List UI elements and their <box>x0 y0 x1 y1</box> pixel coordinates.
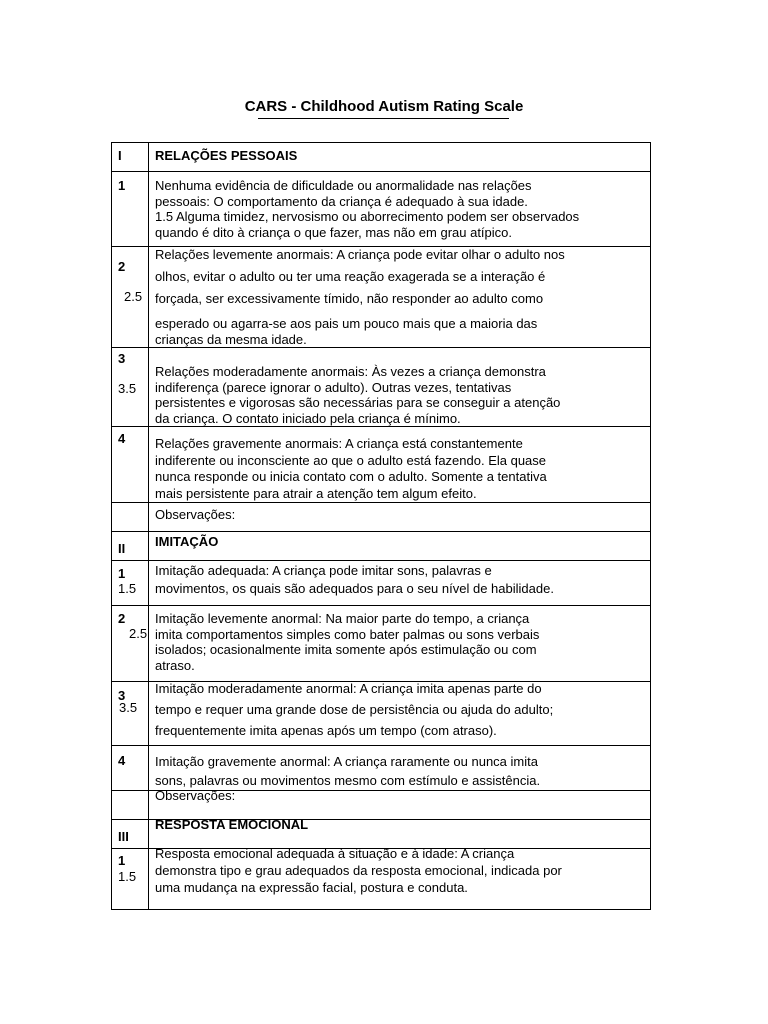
section-header-row <box>112 143 651 172</box>
score-cell <box>112 247 149 348</box>
score-label: 2 <box>118 259 126 274</box>
description-text: imita comportamentos simples como bater palmas ou sons verbais <box>155 626 540 642</box>
description-text: forçada, ser excessivamente tímido, não responder ao adulto como <box>155 291 544 306</box>
section-numeral-cell <box>112 820 149 849</box>
section-heading-cell <box>149 143 651 172</box>
observations-row <box>112 791 651 820</box>
score-label: 1 <box>118 566 126 581</box>
section-numeral: I <box>118 148 122 163</box>
description-cell <box>149 172 651 247</box>
rating-table <box>111 142 651 910</box>
table-row <box>112 427 651 503</box>
description-text: isolados; ocasionalmente imita somente após estimulação ou com atraso. <box>155 642 537 673</box>
description-cell <box>149 746 651 791</box>
score-half-label: 3.5 <box>119 700 138 715</box>
score-cell <box>112 427 149 503</box>
score-half-label: 3.5 <box>118 381 137 396</box>
score-cell <box>112 682 149 746</box>
description-text: demonstra tipo e grau adequados da resposta emocional, indicada por <box>155 863 562 878</box>
score-label: 4 <box>118 753 126 768</box>
observations-label: Observações: <box>155 790 236 803</box>
table-row <box>112 682 651 746</box>
score-label: 2 <box>118 611 126 626</box>
score-half-label: 1.5 <box>118 869 137 884</box>
score-cell <box>112 172 149 247</box>
section-numeral: II <box>118 541 126 556</box>
description-cell <box>149 606 651 682</box>
description-text: esperado ou agarra-se aos pais um pouco mais que a maioria das crianças da mesma idade. <box>155 316 538 347</box>
table-row <box>112 849 651 910</box>
description-text: Resposta emocional adequada à situação e à idade: A criança <box>155 848 515 861</box>
description-text: Imitação levemente anormal: Na maior parte do tempo, a criança <box>155 611 530 626</box>
score-label: 3 <box>118 351 126 366</box>
description-text: Imitação adequada: A criança pode imitar sons, palavras e <box>155 563 492 578</box>
description-cell <box>149 247 651 348</box>
table-row <box>112 561 651 606</box>
score-label: 4 <box>118 431 126 446</box>
section-heading: RELAÇÕES PESSOAIS <box>155 148 298 163</box>
score-label: 1 <box>118 853 126 868</box>
section-heading: RESPOSTA EMOCIONAL <box>155 819 309 832</box>
observations-row <box>112 503 651 532</box>
section-heading-cell <box>149 820 651 849</box>
section-numeral: III <box>118 829 129 844</box>
section-heading-cell <box>149 532 651 561</box>
score-half-label: 1.5 <box>118 581 137 596</box>
table-row <box>112 606 651 682</box>
description-text: Relações moderadamente anormais: Às vezes a criança demonstra indiferença (parece ignorar o adulto). Outras vezes, tentativas persistentes e vigorosas são necessárias para se conseguir a atenção da criança. O contato iniciado pela criança é mínimo. <box>155 364 561 426</box>
description-text: Imitação moderadamente anormal: A criança imita apenas parte do tempo e requer uma grande dose de persistência ou ajuda do adulto; frequentemente imita apenas após um tempo (com atraso). <box>155 681 554 738</box>
section-numeral-cell <box>112 143 149 172</box>
score-half-label: 2.5 <box>124 289 143 304</box>
score-cell <box>112 606 149 682</box>
score-label: 3 <box>118 688 126 703</box>
description-text: Relações gravemente anormais: A criança está constantemente indiferente ou inconsciente ao que o adulto está fazendo. Ela quase nunca responde ou inicia contato com o adulto. Somente a tentativa mais persistente para atrair a atenção tem algum efeito. <box>155 436 547 501</box>
score-label: 1 <box>118 178 126 193</box>
score-cell <box>112 348 149 427</box>
section-header-row <box>112 820 651 849</box>
section-heading: IMITAÇÃO <box>155 534 219 549</box>
score-half-label: 2.5 <box>129 626 148 641</box>
table-row <box>112 348 651 427</box>
score-cell <box>112 849 149 910</box>
table-row <box>112 247 651 348</box>
description-text: Relações levemente anormais: A criança pode evitar olhar o adulto nos olhos, evitar o adulto ou ter uma reação exagerada se a interação é <box>155 247 565 284</box>
description-cell <box>149 682 651 746</box>
page-title: CARS - Childhood Autism Rating Scale <box>244 98 524 115</box>
section-header-row <box>112 532 651 561</box>
observations-label: Observações: <box>155 507 236 522</box>
table-row <box>112 172 651 247</box>
description-text: Nenhuma evidência de dificuldade ou anormalidade nas relações pessoais: O comportamento da criança é adequado à sua idade. 1.5 Alguma timidez, nervosismo ou aborrecimento podem ser observados quando é dito à criança o que fazer, mas não em grau atípico. <box>155 178 580 240</box>
score-cell <box>112 561 149 606</box>
description-cell <box>149 348 651 427</box>
description-cell <box>149 427 651 503</box>
observations-cell <box>149 791 651 820</box>
description-text: uma mudança na expressão facial, postura e conduta. <box>155 880 468 895</box>
title-underline <box>258 118 509 119</box>
description-text: Imitação gravemente anormal: A criança raramente ou nunca imita sons, palavras ou movimentos mesmo com estímulo e assistência. <box>155 754 541 788</box>
description-cell <box>149 561 651 606</box>
observations-cell <box>149 503 651 532</box>
description-cell <box>149 849 651 910</box>
description-text: movimentos, os quais são adequados para o seu nível de habilidade. <box>155 581 554 596</box>
score-cell <box>112 746 149 791</box>
section-numeral-cell <box>112 532 149 561</box>
table-row <box>112 746 651 791</box>
